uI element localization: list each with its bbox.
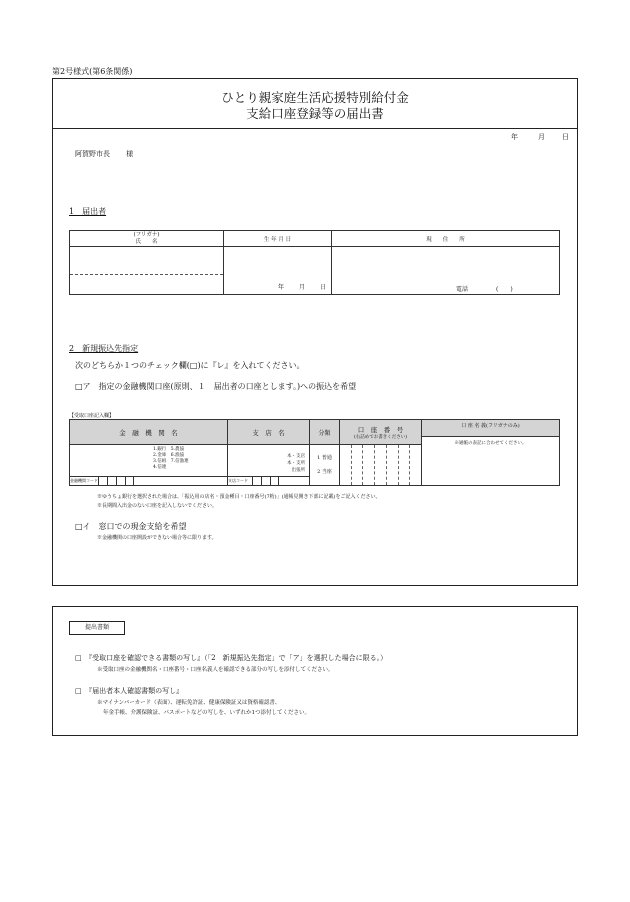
option-a-bank-transfer[interactable]: □ア 指定の金融機関口座(原則、１ 届出者の口座とします。)への振込を希望 [75,382,357,391]
address-header: 現 住 所 [332,231,560,247]
document-2 [75,686,310,716]
account-number-cell[interactable] [340,445,422,486]
section1-title: 1 届出者 [69,207,107,216]
document-1-note: ※受取口座の金融機関名・口座番号・口座名義人を確認できる部分の写しを添付してください。 [97,667,334,673]
birth-input-cell[interactable] [224,247,332,295]
type-ordinary[interactable]: 1 普通 [317,455,332,461]
bank-type-5: 5.農協 [170,447,185,452]
document-2-note-1: ※マイナンバーカード（表面）、運転免許証、健康保険証又は資格確認書、 [97,700,281,706]
option-i-cash-counter[interactable]: □イ 窓口での現金支給を希望 [75,522,187,531]
branch-code-label: 支店コード [228,478,248,483]
branch-type-1: 本・支店 [287,454,305,459]
document-1 [75,653,387,673]
addressee [75,149,133,159]
addressee-honorific: 様 [126,150,134,158]
kana-label: (フリガナ) [133,231,160,238]
account-type-cell[interactable] [310,445,340,486]
type-current[interactable]: 2 当座 [317,469,332,475]
document-2-note-2: 年金手帳、介護保険証、パスポートなどの写しを、いずれか1つ添付してください。 [103,710,311,716]
holder-note: ※通帳の表記に合わせてください。 [422,436,559,460]
bank-type-list [153,447,213,471]
holder-label: 口 座 名 義(フリガナのみ) [461,423,520,429]
document-1-title[interactable]: □ 『受取口座を確認できる書類の写し』（「2 新規振込先指定」で「ア」を選択した場合に限る。） [75,654,388,662]
holder-header [422,420,560,445]
date-month: 月 [538,133,545,141]
bank-type-3: 3.信組 [153,459,167,464]
account-entry-label: 【受取口座記入欄】 [69,413,115,419]
type-header: 分類 [310,420,340,445]
yucho-note: ※ゆうちょ銀行を選択された場合は、「振込用の店名・預金種目・口座番号(7桁)」(通帳見開き下部に記載)をご記入ください。 [97,494,381,500]
account-digit-grid [340,445,421,485]
bank-type-4: 4.信連 [153,465,167,470]
bank-code-label: 金融機関コード [70,478,98,483]
check-instruction: 次のどちらか１つのチェック欄(□)に『レ』を入れてください。 [75,361,305,370]
branch-type-3: 出張所 [291,468,305,473]
birth-year: 年 [278,284,285,291]
form-title-line1: ひとり親家庭生活応援特別給付金 [221,90,409,105]
birth-header: 生 年 月 日 [224,231,332,247]
address-input-cell[interactable] [332,247,560,295]
bank-type-7: 7.信漁連 [170,459,189,464]
account-table [69,419,560,486]
documents-tag: 提出書類 [69,621,125,635]
dormant-note: ※長期間入出金のない口座を記入しないでください。 [97,503,218,509]
bank-name-header: 金 融 機 関 名 [70,420,228,445]
kana-divider [70,274,223,275]
section2-title: 2 新規振込先指定 [69,344,139,353]
name-label: 氏 名 [135,238,158,245]
bank-type-1: 1.銀行 [153,447,167,452]
branch-type-list [287,453,305,474]
bank-name-cell[interactable] [70,445,228,486]
addressee-name: 阿賀野市長 [75,150,110,158]
option-i-note: ※金融機関の口座開設ができない場合等に限ります。 [97,535,217,541]
date-day: 日 [562,133,569,141]
birth-month: 月 [299,284,306,291]
name-header [70,231,224,247]
form-title-area [52,78,578,129]
branch-type-2: 本・支所 [287,461,305,466]
name-input-cell[interactable] [70,247,224,295]
branch-code-row [228,476,309,485]
document-2-title[interactable]: □ 『届出者本人確認書類の写し』 [75,687,184,695]
notifier-table [69,230,560,295]
bank-type-6: 6.漁協 [170,453,185,458]
form-title-line2: 支給口座登録等の届出書 [246,106,384,121]
branch-name-header: 支 店 名 [228,420,310,445]
account-number-label: 口 座 番 号 [357,425,404,434]
phone-paren: ( ) [496,286,513,293]
branch-name-cell[interactable] [228,445,310,486]
account-number-sub: (右詰めでお書きください) [353,434,407,440]
account-number-header [340,420,422,445]
date-year: 年 [511,133,518,141]
phone-label: 電話 [456,286,469,293]
form-number-label: 第2号様式(第6条関係) [52,67,133,76]
bank-code-row [70,476,227,485]
bank-type-2: 2.金庫 [153,453,167,458]
birth-day: 日 [320,284,327,291]
